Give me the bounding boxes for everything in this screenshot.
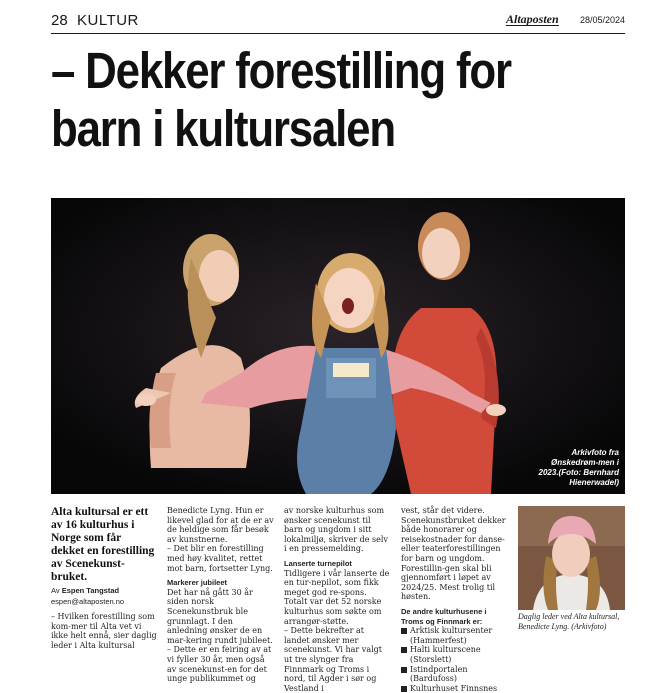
- article-column-2: [167, 506, 274, 684]
- venue-list: [401, 626, 508, 693]
- section-label: KULTUR: [77, 12, 139, 29]
- masthead-logo: Altaposten: [506, 12, 559, 26]
- article-photo: [51, 198, 625, 494]
- body-paragraph: – Hvilken forestilling som kom-mer til Alta vet vi ikke helt ennå, sier daglig leder i Alta kultursal: [51, 612, 157, 650]
- article-column-1: [51, 506, 157, 650]
- portrait-image: [518, 506, 625, 610]
- issue-date: 28/05/2024: [579, 15, 625, 25]
- body-paragraph: av norske kulturhus som ønsker scenekunst til barn og ungdom i sitt lokalmiljø, skriver de selv i en pressemelding.: [284, 506, 388, 554]
- list-item: Arktisk kultursenter (Hammerfest): [401, 626, 508, 645]
- subheading: De andre kulturhusene i Troms og Finnmark er:: [401, 606, 487, 626]
- body-paragraph: – Dette er en feiring av at vi fyller 30 år, men også av scenekunst-en for det unge publikummet og: [167, 645, 272, 684]
- byline-email: espen@altaposten.no: [51, 597, 125, 606]
- page-header: [51, 8, 625, 32]
- body-paragraph: – Dette bekrefter at landet ønsker mer scenekunst. Vi har valgt ut tre slynger fra Finnmark og Troms i nord, til Agder i sør og Vestland i: [284, 626, 382, 693]
- list-item: Halti kulturscene (Storslett): [401, 645, 508, 664]
- article-lead: Alta kultursal er ett av 16 kulturhus i Norge som får dekket en forestilling av Scenekunst-bruket.: [51, 506, 155, 583]
- byline-author: Espen Tangstad: [61, 586, 120, 595]
- portrait-caption: Daglig leder ved Alta kultursal, Benedicte Lyng. (Arkivfoto): [518, 612, 620, 631]
- portrait-photo: [518, 506, 625, 610]
- body-paragraph: Benedicte Lyng. Hun er likevel glad for at de er av de heldige som får besøk av kunstnerne.: [167, 506, 274, 544]
- subheading: Lanserte turnepilot: [284, 558, 352, 568]
- article-column-3: [284, 506, 391, 693]
- article-column-4: [401, 506, 508, 693]
- body-paragraph: vest, står det videre. Scenekunstbruket dekker både honorarer og reisekostnader for danse- eller teaterforestillingen for barn og ungdom. Forestillin-gen skal bli gjennomført i løpet av 2024/25. Mest trolig til høsten.: [401, 506, 506, 602]
- body-paragraph: Tidligere i vår lanserte de en tur-nepilot, som fikk meget god re-spons. Totalt var det 52 norske kulturhus som søkte om arrangør-støtte.: [284, 568, 390, 626]
- byline-prefix: Av: [51, 586, 60, 595]
- byline: [51, 586, 157, 595]
- photo-caption: Arkivfoto fra Ønskedrøm-men i 2023.(Foto: Bernhard Hienerwadel): [538, 448, 619, 487]
- body-paragraph: Det har nå gått 30 år siden norsk Scenekunstbruk ble grunnlagt. I den anledning ønsker de en mar-kering rundt jubileet.: [167, 587, 273, 645]
- subheading: Markerer jubileet: [167, 578, 228, 588]
- page-number: 28: [51, 12, 68, 29]
- list-item: Istindportalen (Bardufoss): [401, 665, 508, 684]
- article-headline: – Dekker forestilling for barn i kultursalen: [51, 42, 511, 157]
- body-paragraph: – Det blir en forestilling med høy kvalitet, rettet mot barn, fortsetter Lyng.: [167, 544, 273, 573]
- header-divider: [51, 33, 625, 34]
- list-item: Kulturhuset Finnsnes: [401, 684, 508, 693]
